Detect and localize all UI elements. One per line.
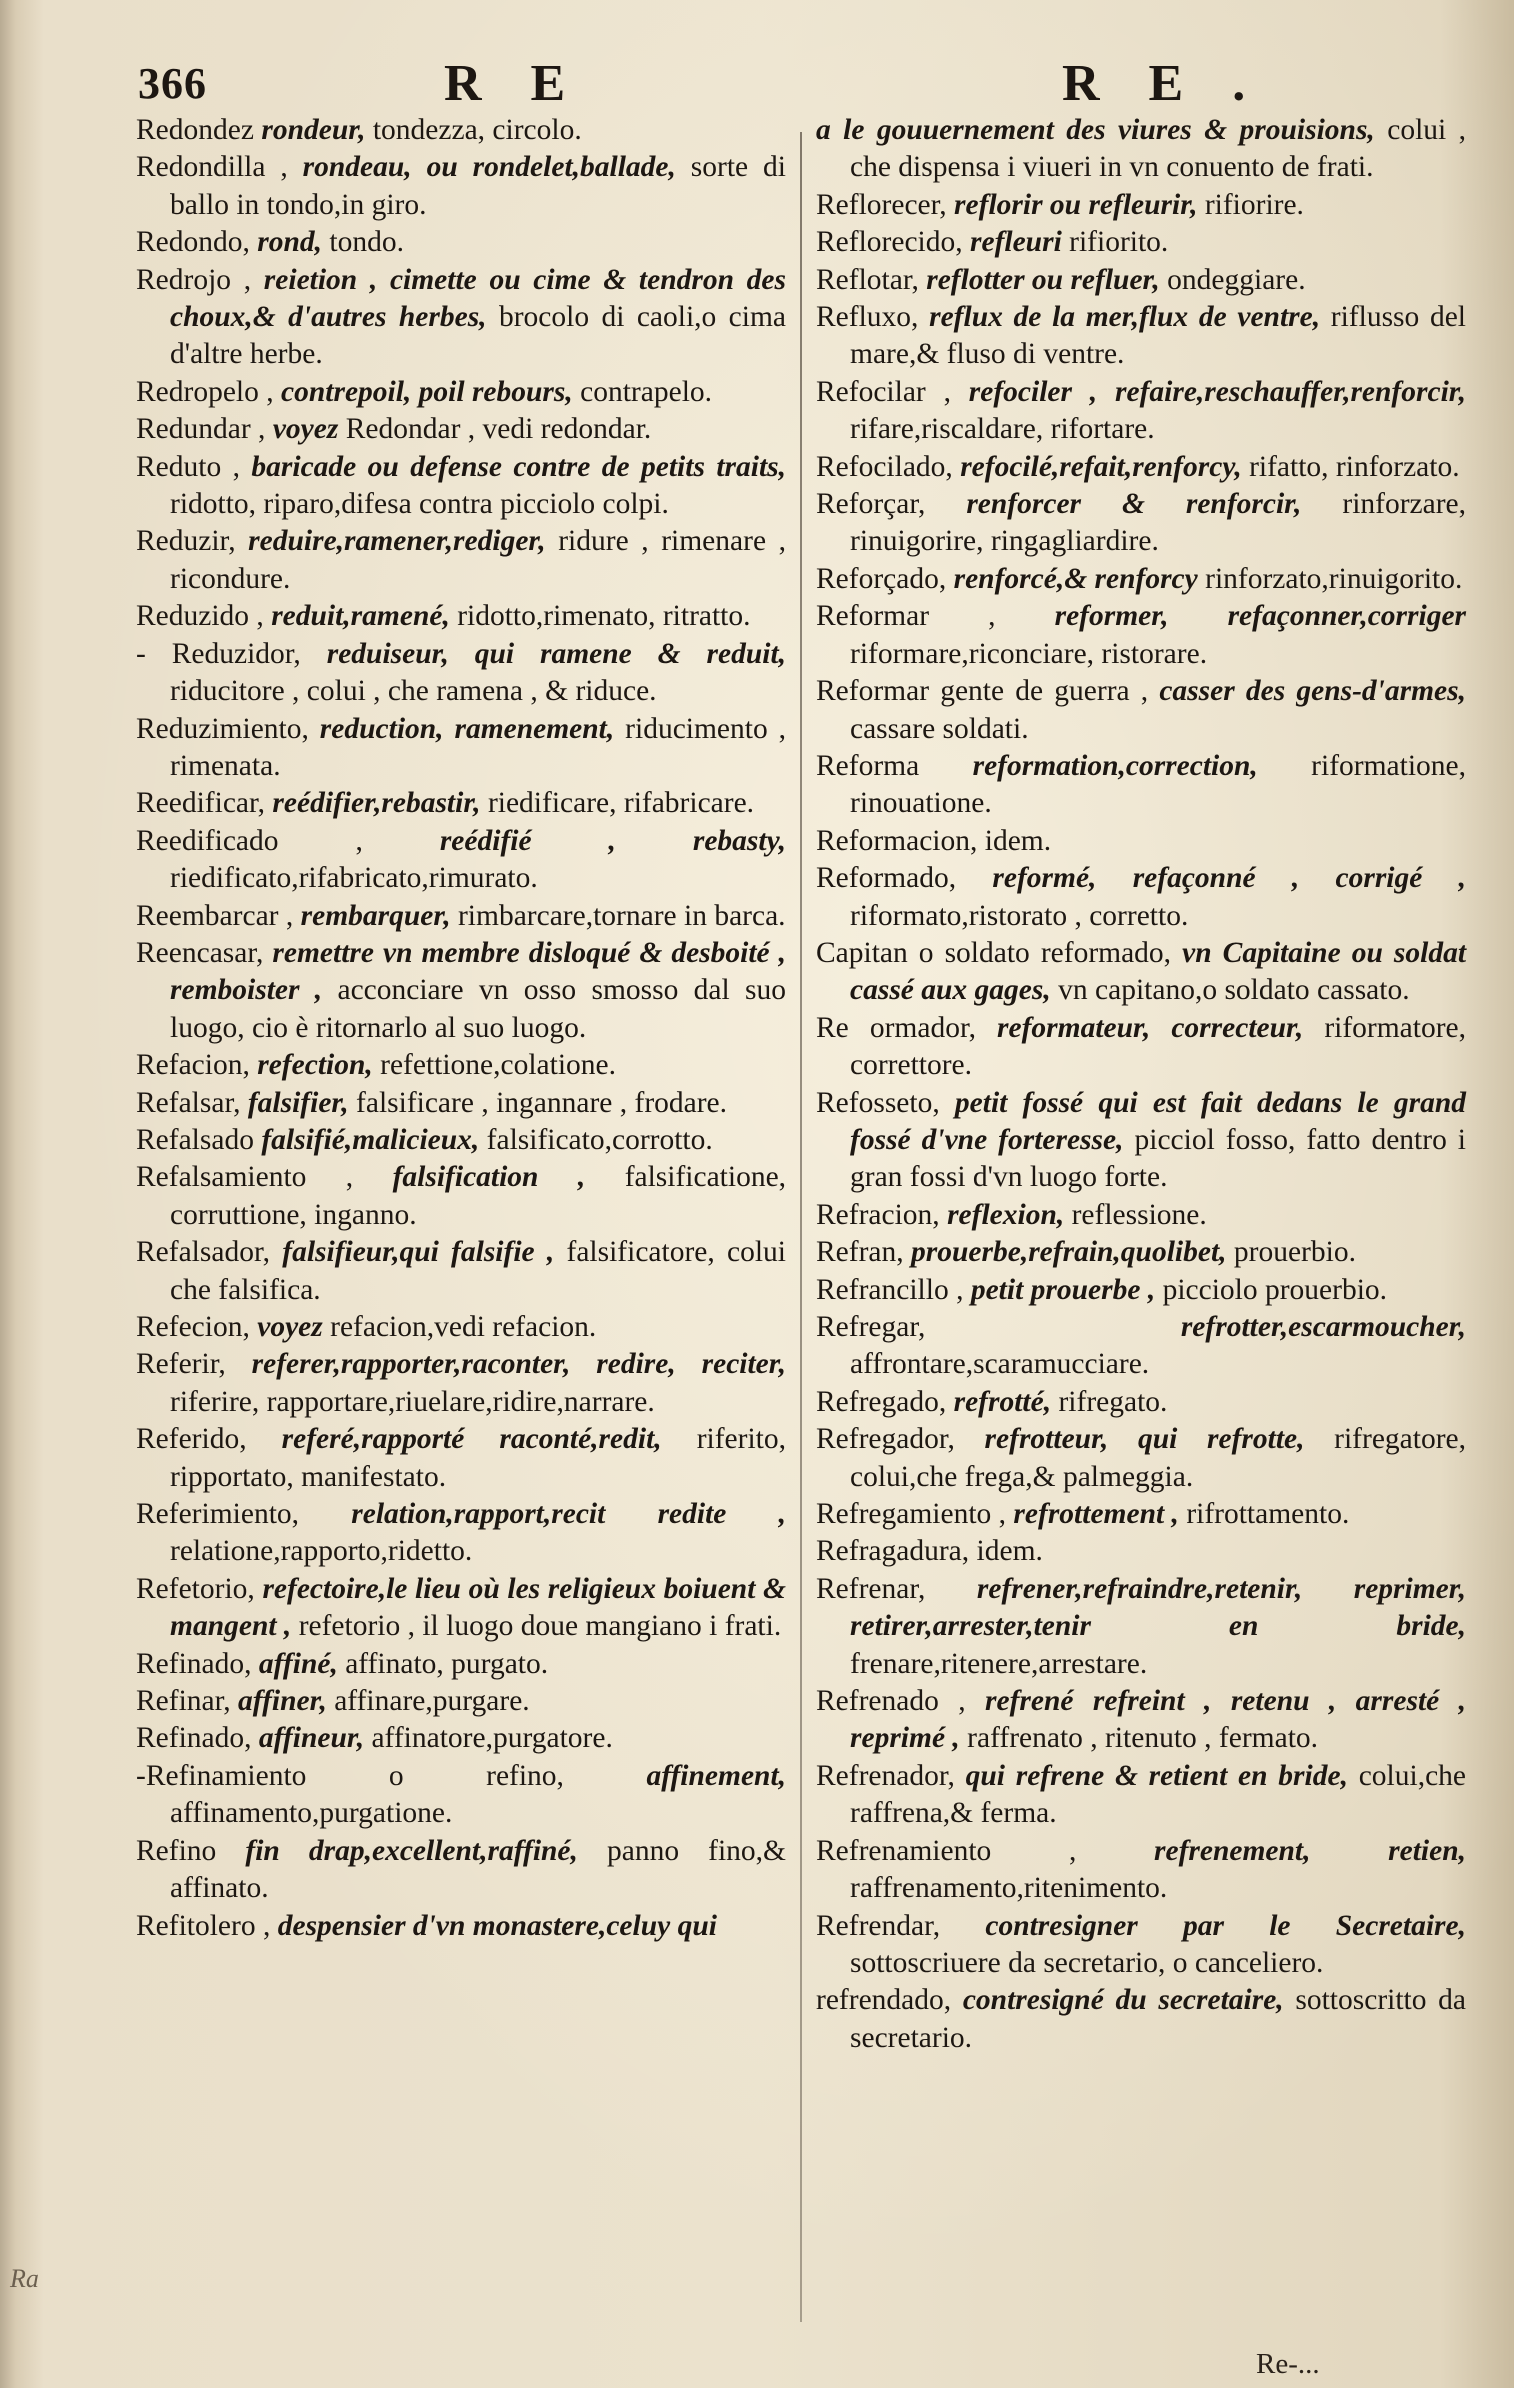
french-gloss: reformer, refaçonner,corriger [1054,600,1467,633]
headword: Refosseto, [816,1086,940,1119]
dictionary-entry [816,374,1466,449]
italian-gloss: relatione,rapporto,ridetto. [170,1535,473,1568]
dictionary-entry [816,1982,1466,2057]
dictionary-entry [816,1197,1466,1234]
italian-gloss: rifare,riscaldare, rifortare. [850,413,1155,446]
headword: Refinado, [136,1722,252,1755]
dictionary-entry [136,1421,786,1496]
headword: Reformar gente de guerra , [816,675,1149,708]
headword: Reduzimiento, [136,712,309,745]
french-gloss: refrotteur, qui refrotte, [984,1423,1305,1456]
italian-gloss: sorte di ballo in tondo,in giro. [170,151,787,221]
italian-gloss: colui,che raffrena,& ferma. [850,1759,1467,1830]
headword: Redondilla , [136,151,288,184]
italian-gloss: idem. [984,824,1052,857]
french-gloss: referé,rapporté raconté,redit, [281,1423,662,1456]
french-gloss: refrené refreint , retenu , arresté , reprimé , [850,1685,1467,1755]
french-gloss: reflexion, [947,1198,1065,1231]
headword: Refregamiento , [816,1498,1007,1531]
french-gloss: falsifieur,qui falsifie , [282,1236,555,1269]
italian-gloss: riferito, ripportato, manifestato. [170,1423,786,1493]
french-gloss: a le gouuernement des viures & prouisions, [816,114,1375,146]
french-gloss: reédifié , rebasty, [439,824,786,857]
headword: Reformar , [816,600,996,633]
french-gloss: voyez [272,413,339,446]
french-gloss: despensier d'vn monastere,celuy qui [277,1909,717,1942]
french-gloss: voyez [257,1311,323,1343]
headword: Reedificado , [136,824,363,857]
italian-gloss: falsificare , ingannare , frodare. [356,1086,728,1119]
dictionary-entry [816,673,1466,748]
headword: Refino [136,1834,217,1867]
french-gloss: affinement, [646,1759,787,1792]
italian-gloss: rifrottamento. [1186,1498,1350,1531]
headword: Refrenamiento , [816,1834,1077,1867]
french-gloss: remettre vn membre disloqué & desboité , remboister , [170,936,786,1007]
dictionary-entry [816,1683,1466,1758]
french-gloss: reformation,correction, [972,749,1258,782]
dictionary-entry [136,711,786,786]
left-running-head: R E [444,55,584,112]
italian-gloss: riedificare, rifabricare. [487,787,755,820]
dictionary-entry [136,449,786,524]
dictionary-entry [816,1758,1466,1833]
italian-gloss: ondeggiare. [1167,263,1306,296]
italian-gloss: affinamento,purgatione. [170,1797,453,1830]
italian-gloss: idem. [976,1535,1043,1568]
italian-gloss: riducitore , colui , che ramena , & riduce. [170,675,657,708]
italian-gloss: affinato, purgato. [345,1647,549,1680]
italian-gloss: riedificato,rifabricato,rimurato. [170,862,538,895]
headword: refrendado, [816,1984,952,2017]
headword: Refitolero , [136,1909,271,1942]
dictionary-entry [816,598,1466,673]
italian-gloss: sottoscritto da secretario. [850,1984,1467,2054]
french-gloss: falsification , [392,1161,586,1194]
italian-gloss: riformato,ristorato , corretto. [850,899,1189,932]
headword: Refluxo, [816,301,919,334]
headword: Refecion, [136,1311,250,1343]
headword: Referimiento, [136,1498,300,1531]
french-gloss: prouerbe,refrain,quolibet, [911,1236,1227,1269]
italian-gloss: riflusso del mare,& fluso di ventre. [850,301,1467,371]
dictionary-entry [136,1571,786,1646]
italian-gloss: rinforzato,rinuigorito. [1205,562,1463,595]
dictionary-entry [136,411,786,448]
french-gloss: refection, [257,1049,373,1082]
dictionary-entry [136,1309,786,1346]
headword: Refacion, [136,1049,250,1082]
left-column [136,112,786,1945]
dictionary-entry [816,1085,1466,1197]
headword: -Refinamiento o refino, [136,1759,564,1792]
dictionary-entry [816,1272,1466,1309]
italian-gloss: falsificato,corrotto. [486,1123,713,1156]
dictionary-entry [136,1496,786,1571]
dictionary-entry [136,1758,786,1833]
headword: Refetorio, [136,1572,255,1605]
headword: Reflorecer, [816,188,947,221]
italian-gloss: raffrenato , ritenuto , fermato. [967,1722,1319,1755]
dictionary-entry [816,935,1466,1010]
italian-gloss: reflessione. [1071,1198,1207,1231]
dictionary-entry [136,523,786,598]
headword: Refocilar , [816,375,951,408]
french-gloss: petit fossé qui est fait dedans le grand fossé d'vne forteresse, [850,1086,1466,1156]
headword: Reforçado, [816,562,947,595]
italian-gloss: ridotto, riparo,difesa contra picciolo colpi. [170,488,669,521]
italian-gloss: affinatore,purgatore. [371,1722,613,1755]
french-gloss: refrotter,escarmoucher, [1180,1311,1466,1343]
italian-gloss: tondezza, circolo. [372,114,582,146]
french-gloss: contrepoil, poil rebours, [281,375,573,408]
french-gloss: refrener,refraindre,retenir, reprimer, retirer,arrester,tenir en bride, [850,1572,1466,1643]
headword: Refragadura, [816,1535,970,1568]
headword: Refinado, [136,1647,252,1680]
dictionary-entry [136,598,786,635]
dictionary-entry [816,1496,1466,1533]
french-gloss: refrenement, retien, [1154,1834,1466,1867]
italian-gloss: ridure , rimenare , ricondure. [170,525,787,595]
headword: Reduzir, [136,525,236,558]
italian-gloss: refetorio , il luogo doue mangiano i frati. [298,1610,782,1643]
italian-gloss: riformatore, correttore. [850,1011,1467,1082]
french-gloss: relation,rapport,recit redite , [351,1498,787,1531]
french-gloss: refectoire,le lieu où les religieux boiuent & mangent , [170,1572,786,1643]
headword: Refalsado [136,1123,254,1156]
french-gloss: renforcer & renforcir, [966,488,1302,521]
headword: Reedificar, [136,787,266,820]
headword: Refocilado, [816,450,953,483]
french-gloss: petit prouerbe , [970,1273,1156,1306]
dictionary-entry [816,748,1466,823]
dictionary-entry [136,1122,786,1159]
french-gloss: qui refrene & retient en bride, [965,1759,1348,1792]
column-divider [800,132,802,2322]
headword: Reformado, [816,862,957,895]
italian-gloss: rimbarcare,tornare in barca. [457,899,786,932]
italian-gloss: falsificatione, corruttione, inganno. [170,1161,787,1231]
dictionary-entry [816,561,1466,598]
dictionary-entry [816,112,1466,187]
french-gloss: reflotter ou refluer, [926,263,1160,296]
dictionary-entry [136,1234,786,1309]
headword: Redondez [136,114,254,146]
headword: Reformacion, [816,824,978,857]
dictionary-entry [136,1047,786,1084]
italian-gloss: panno fino,& affinato. [170,1834,786,1905]
headword: Redropelo , [136,375,274,408]
french-gloss: affiner, [238,1685,327,1718]
headword: Reduto , [136,450,240,483]
headword: Reforma [816,749,920,782]
headword: Reforçar, [816,488,926,521]
headword: Reflorecido, [816,226,963,259]
dictionary-entry [136,149,786,224]
dictionary-entry [136,1646,786,1683]
italian-gloss: riducimento , rimenata. [170,712,787,782]
dictionary-entry [816,1571,1466,1683]
french-gloss: reduit,ramené, [271,600,450,633]
right-running-head: R E . [1062,55,1264,112]
french-gloss: casser des gens-d'armes, [1159,675,1466,708]
french-gloss: refociler , refaire,reschauffer,renforcir, [968,375,1467,408]
italian-gloss: falsificatore, colui che falsifica. [170,1236,786,1306]
french-gloss: reformé, refaçonné , corrigé , [992,862,1466,895]
french-gloss: refleuri [970,226,1062,259]
italian-gloss: brocolo di caoli,o cima d'altre herbe. [170,301,787,371]
italian-gloss: frenare,ritenere,arrestare. [850,1647,1148,1680]
french-gloss: baricade ou defense contre de petits traits, [251,450,787,483]
italian-gloss: picciolo prouerbio. [1162,1273,1388,1306]
dictionary-entry [136,1085,786,1122]
french-gloss: reflux de la mer,flux de ventre, [929,301,1321,334]
italian-gloss: acconciare vn osso smosso dal suo luogo, cio è ritornarlo al suo luogo. [170,974,787,1044]
italian-gloss: ridotto,rimenato, ritratto. [457,600,751,633]
headword: Refalsar, [136,1086,241,1119]
dictionary-entry [816,1309,1466,1384]
french-gloss: refrotté, [953,1385,1052,1418]
french-gloss: contresigné du secretaire, [962,1984,1284,2017]
dictionary-entry [816,1833,1466,1908]
italian-gloss: sottoscriuere da secretario, o canceliero. [850,1946,1324,1979]
french-gloss: contresigner par le Secretaire, [985,1909,1466,1942]
italian-gloss: vn capitano,o soldato cassato. [1058,974,1410,1007]
french-gloss: falsifié,malicieux, [261,1123,480,1156]
dictionary-entry [816,1908,1466,1983]
dictionary-entry [816,449,1466,486]
dictionary-entry [816,224,1466,261]
french-gloss: affiné, [258,1647,338,1680]
italian-gloss: affrontare,scaramucciare. [850,1348,1150,1381]
italian-gloss: cassare soldati. [850,712,1029,745]
dictionary-entry [816,187,1466,224]
italian-gloss: riferire, rapportare,riuelare,ridire,narrare. [170,1385,655,1418]
headword: Capitan o soldato reformado, [816,936,1172,969]
headword: Refrendar, [816,1909,941,1942]
headword: Refracion, [816,1198,940,1231]
french-gloss: rond, [257,226,323,259]
french-gloss: vn Capitaine ou soldat cassé aux gages, [850,936,1467,1007]
headword: Refran, [816,1236,904,1269]
headword: Refrenado , [816,1685,966,1718]
italian-gloss: colui , che dispensa i viueri in vn conuento de frati. [850,114,1467,184]
dictionary-entry [816,1421,1466,1496]
italian-gloss: raffrenamento,ritenimento. [850,1872,1168,1905]
french-gloss: reduction, ramenement, [319,712,615,745]
dictionary-entry [816,823,1466,860]
catchword: Re-... [1256,2348,1320,2380]
italian-gloss: refettione,colatione. [380,1049,617,1082]
dictionary-entry [816,299,1466,374]
italian-gloss: tondo. [329,226,404,259]
dictionary-entry [816,860,1466,935]
french-gloss: reflorir ou refleurir, [954,188,1198,221]
headword: Referido, [136,1423,247,1456]
french-gloss: refrottement , [1013,1498,1179,1531]
headword: Re ormador, [816,1011,976,1044]
dictionary-entry [136,935,786,1047]
dictionary-entry [136,785,786,822]
italian-gloss: picciol fosso, fatto dentro i gran fossi d'vn luogo forte. [850,1123,1467,1194]
dictionary-entry [136,262,786,374]
dictionary-entry [136,224,786,261]
french-gloss: rondeau, ou rondelet,ballade, [302,151,676,184]
dictionary-entry [816,262,1466,299]
french-gloss: rembarquer, [300,899,451,932]
dictionary-entry [816,1010,1466,1085]
french-gloss: refocilé,refait,renforcy, [960,450,1242,483]
french-gloss: reietion , cimette ou cime & tendron des choux,& d'autres herbes, [170,263,787,334]
headword: Redrojo , [136,263,252,296]
french-gloss: reformateur, correcteur, [997,1011,1304,1044]
headword: Reflotar, [816,263,919,296]
italian-gloss: rifiorito. [1069,226,1169,259]
dictionary-entry [136,1833,786,1908]
headword: Refregador, [816,1423,955,1456]
dictionary-entry [136,1159,786,1234]
dictionary-entry [816,1533,1466,1570]
italian-gloss: contrapelo. [580,375,713,408]
italian-gloss: affinare,purgare. [334,1685,530,1718]
headword: Refalsador, [136,1236,270,1269]
french-gloss: fin drap,excellent,raffiné, [245,1834,578,1867]
dictionary-entry [816,486,1466,561]
dictionary-entry [136,1908,786,1945]
dictionary-entry [136,636,786,711]
page-number: 366 [138,59,207,108]
french-gloss: reédifier,rebastir, [272,787,481,820]
headword: Refinar, [136,1685,231,1718]
italian-gloss: rifregato. [1058,1385,1168,1418]
italian-gloss: riformare,riconciare, ristorare. [850,637,1208,670]
headword: Refregado, [816,1385,947,1418]
italian-gloss: rinforzare, rinuigorire, ringagliardire. [850,488,1467,558]
italian-gloss: riformatione, rinouatione. [850,749,1466,820]
french-gloss: affineur, [258,1722,365,1755]
headword: Refrenador, [816,1759,955,1792]
headword: Referir, [136,1348,226,1381]
headword: - Reduzidor, [136,637,301,670]
dictionary-entry [136,112,786,149]
right-column [816,112,1466,2057]
french-gloss: referer,rapporter,raconter, redire, reciter, [251,1348,787,1381]
headword: Reduzido , [136,600,264,633]
french-gloss: falsifier, [247,1086,349,1119]
dictionary-entry [136,1683,786,1720]
headword: Reencasar, [136,936,264,969]
headword: Redondo, [136,226,250,259]
headword: Refrenar, [816,1572,926,1605]
french-gloss: rondeur, [261,114,366,146]
margin-mark: Ra [10,2264,39,2293]
dictionary-entry [816,1384,1466,1421]
italian-gloss: refacion,vedi refacion. [330,1311,597,1343]
italian-gloss: prouerbio. [1233,1236,1356,1269]
dictionary-entry [136,823,786,898]
dictionary-entry [816,1234,1466,1271]
french-gloss: renforcé,& renforcy [953,562,1198,595]
headword: Refregar, [816,1311,926,1343]
french-gloss: reduiseur, qui ramene & reduit, [326,637,787,670]
italian-gloss: rifiorire. [1204,188,1304,221]
headword: Refrancillo , [816,1273,964,1306]
dictionary-entry [136,374,786,411]
french-gloss: reduire,ramener,rediger, [248,525,546,558]
dictionary-entry [136,1720,786,1757]
italian-gloss: rifregatore, colui,che frega,& palmeggia. [850,1423,1466,1493]
italian-gloss: Redondar , vedi redondar. [345,413,652,446]
italian-gloss: rifatto, rinforzato. [1249,450,1460,483]
headword: Redundar , [136,413,266,446]
headword: Reembarcar , [136,899,294,932]
dictionary-entry [136,898,786,935]
headword: Refalsamiento , [136,1161,354,1194]
dictionary-entry [136,1346,786,1421]
